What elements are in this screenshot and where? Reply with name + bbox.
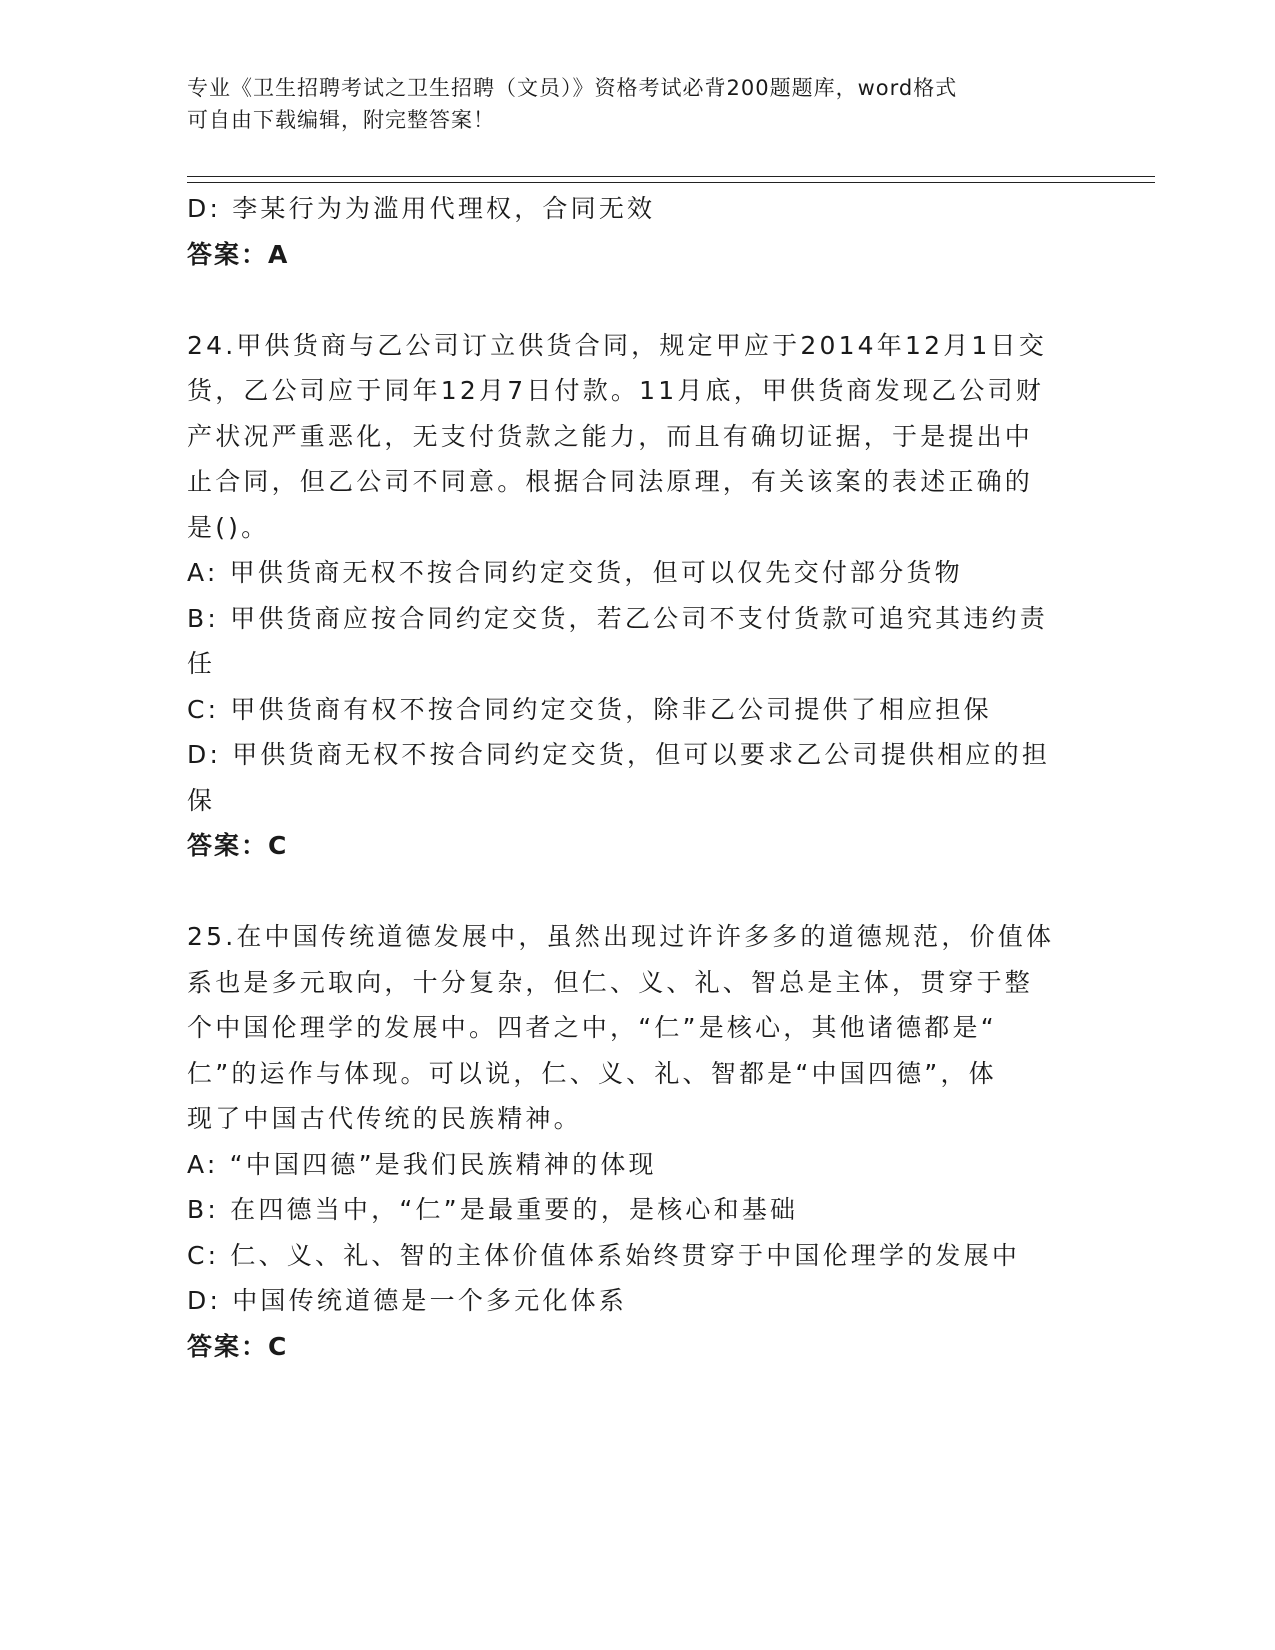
question-text-line: 24.甲供货商与乙公司订立供货合同，规定甲应于2014年12月1日交 <box>187 330 1047 360</box>
option-b: B: 甲供货商应按合同约定交货，若乙公司不支付货款可追究其违约责 <box>187 603 1048 633</box>
answer-line: 答案：A <box>187 239 290 269</box>
question-text-line: 是()。 <box>187 512 270 542</box>
question-text-line: 现了中国古代传统的民族精神。 <box>187 1104 582 1133</box>
document-header <box>187 72 1067 136</box>
question-text-line: 仁”的运作与体现。可以说，仁、义、礼、智都是“中国四德”，体 <box>187 1058 997 1088</box>
question-25 <box>187 914 1087 1369</box>
question-text-line: 25.在中国传统道德发展中，虽然出现过许许多多的道德规范，价值体 <box>187 922 1055 951</box>
document-body <box>187 186 1087 1369</box>
option-d: D: 甲供货商无权不按合同约定交货，但可以要求乙公司提供相应的担 <box>187 740 1051 769</box>
answer-line: 答案：C <box>187 1331 289 1361</box>
option-a: A: 甲供货商无权不按合同约定交货，但可以仅先交付部分货物 <box>187 558 963 587</box>
answer-line: 答案：C <box>187 831 289 860</box>
question-text-line: 止合同，但乙公司不同意。根据合同法原理，有关该案的表述正确的 <box>187 467 1034 496</box>
question-text-line: 系也是多元取向，十分复杂，但仁、义、礼、智总是主体，贯穿于整 <box>187 967 1034 997</box>
question-text-line: 个中国伦理学的发展中。四者之中，“仁”是核心，其他诸德都是“ <box>187 1013 997 1042</box>
previous-question-tail <box>187 186 1087 277</box>
option-a: A: “中国四德”是我们民族精神的体现 <box>187 1149 657 1179</box>
spacer <box>187 869 1087 915</box>
option-c: C: 甲供货商有权不按合同约定交货，除非乙公司提供了相应担保 <box>187 694 992 724</box>
option-b: B: 在四德当中，“仁”是最重要的，是核心和基础 <box>187 1195 799 1224</box>
option-d-continued: 保 <box>187 785 216 815</box>
question-text-line: 货，乙公司应于同年12月7日付款。11月底，甲供货商发现乙公司财 <box>187 376 1044 405</box>
header-line-2: 可自由下载编辑，附完整答案！ <box>187 108 495 132</box>
option-c: C: 仁、义、礼、智的主体价值体系始终贯穿于中国伦理学的发展中 <box>187 1240 1021 1270</box>
header-divider-top <box>187 176 1155 177</box>
question-text-line: 产状况严重恶化，无支付货款之能力，而且有确切证据，于是提出中 <box>187 421 1034 451</box>
header-divider-bottom <box>187 182 1155 183</box>
option-d: D: 中国传统道德是一个多元化体系 <box>187 1286 628 1315</box>
spacer <box>187 277 1087 323</box>
header-line-1: 专业《卫生招聘考试之卫生招聘（文员）》资格考试必背200题题库，word格式 <box>187 76 958 100</box>
option-b-continued: 任 <box>187 649 216 678</box>
question-24 <box>187 323 1087 869</box>
option-d: D: 李某行为为滥用代理权，合同无效 <box>187 194 656 223</box>
